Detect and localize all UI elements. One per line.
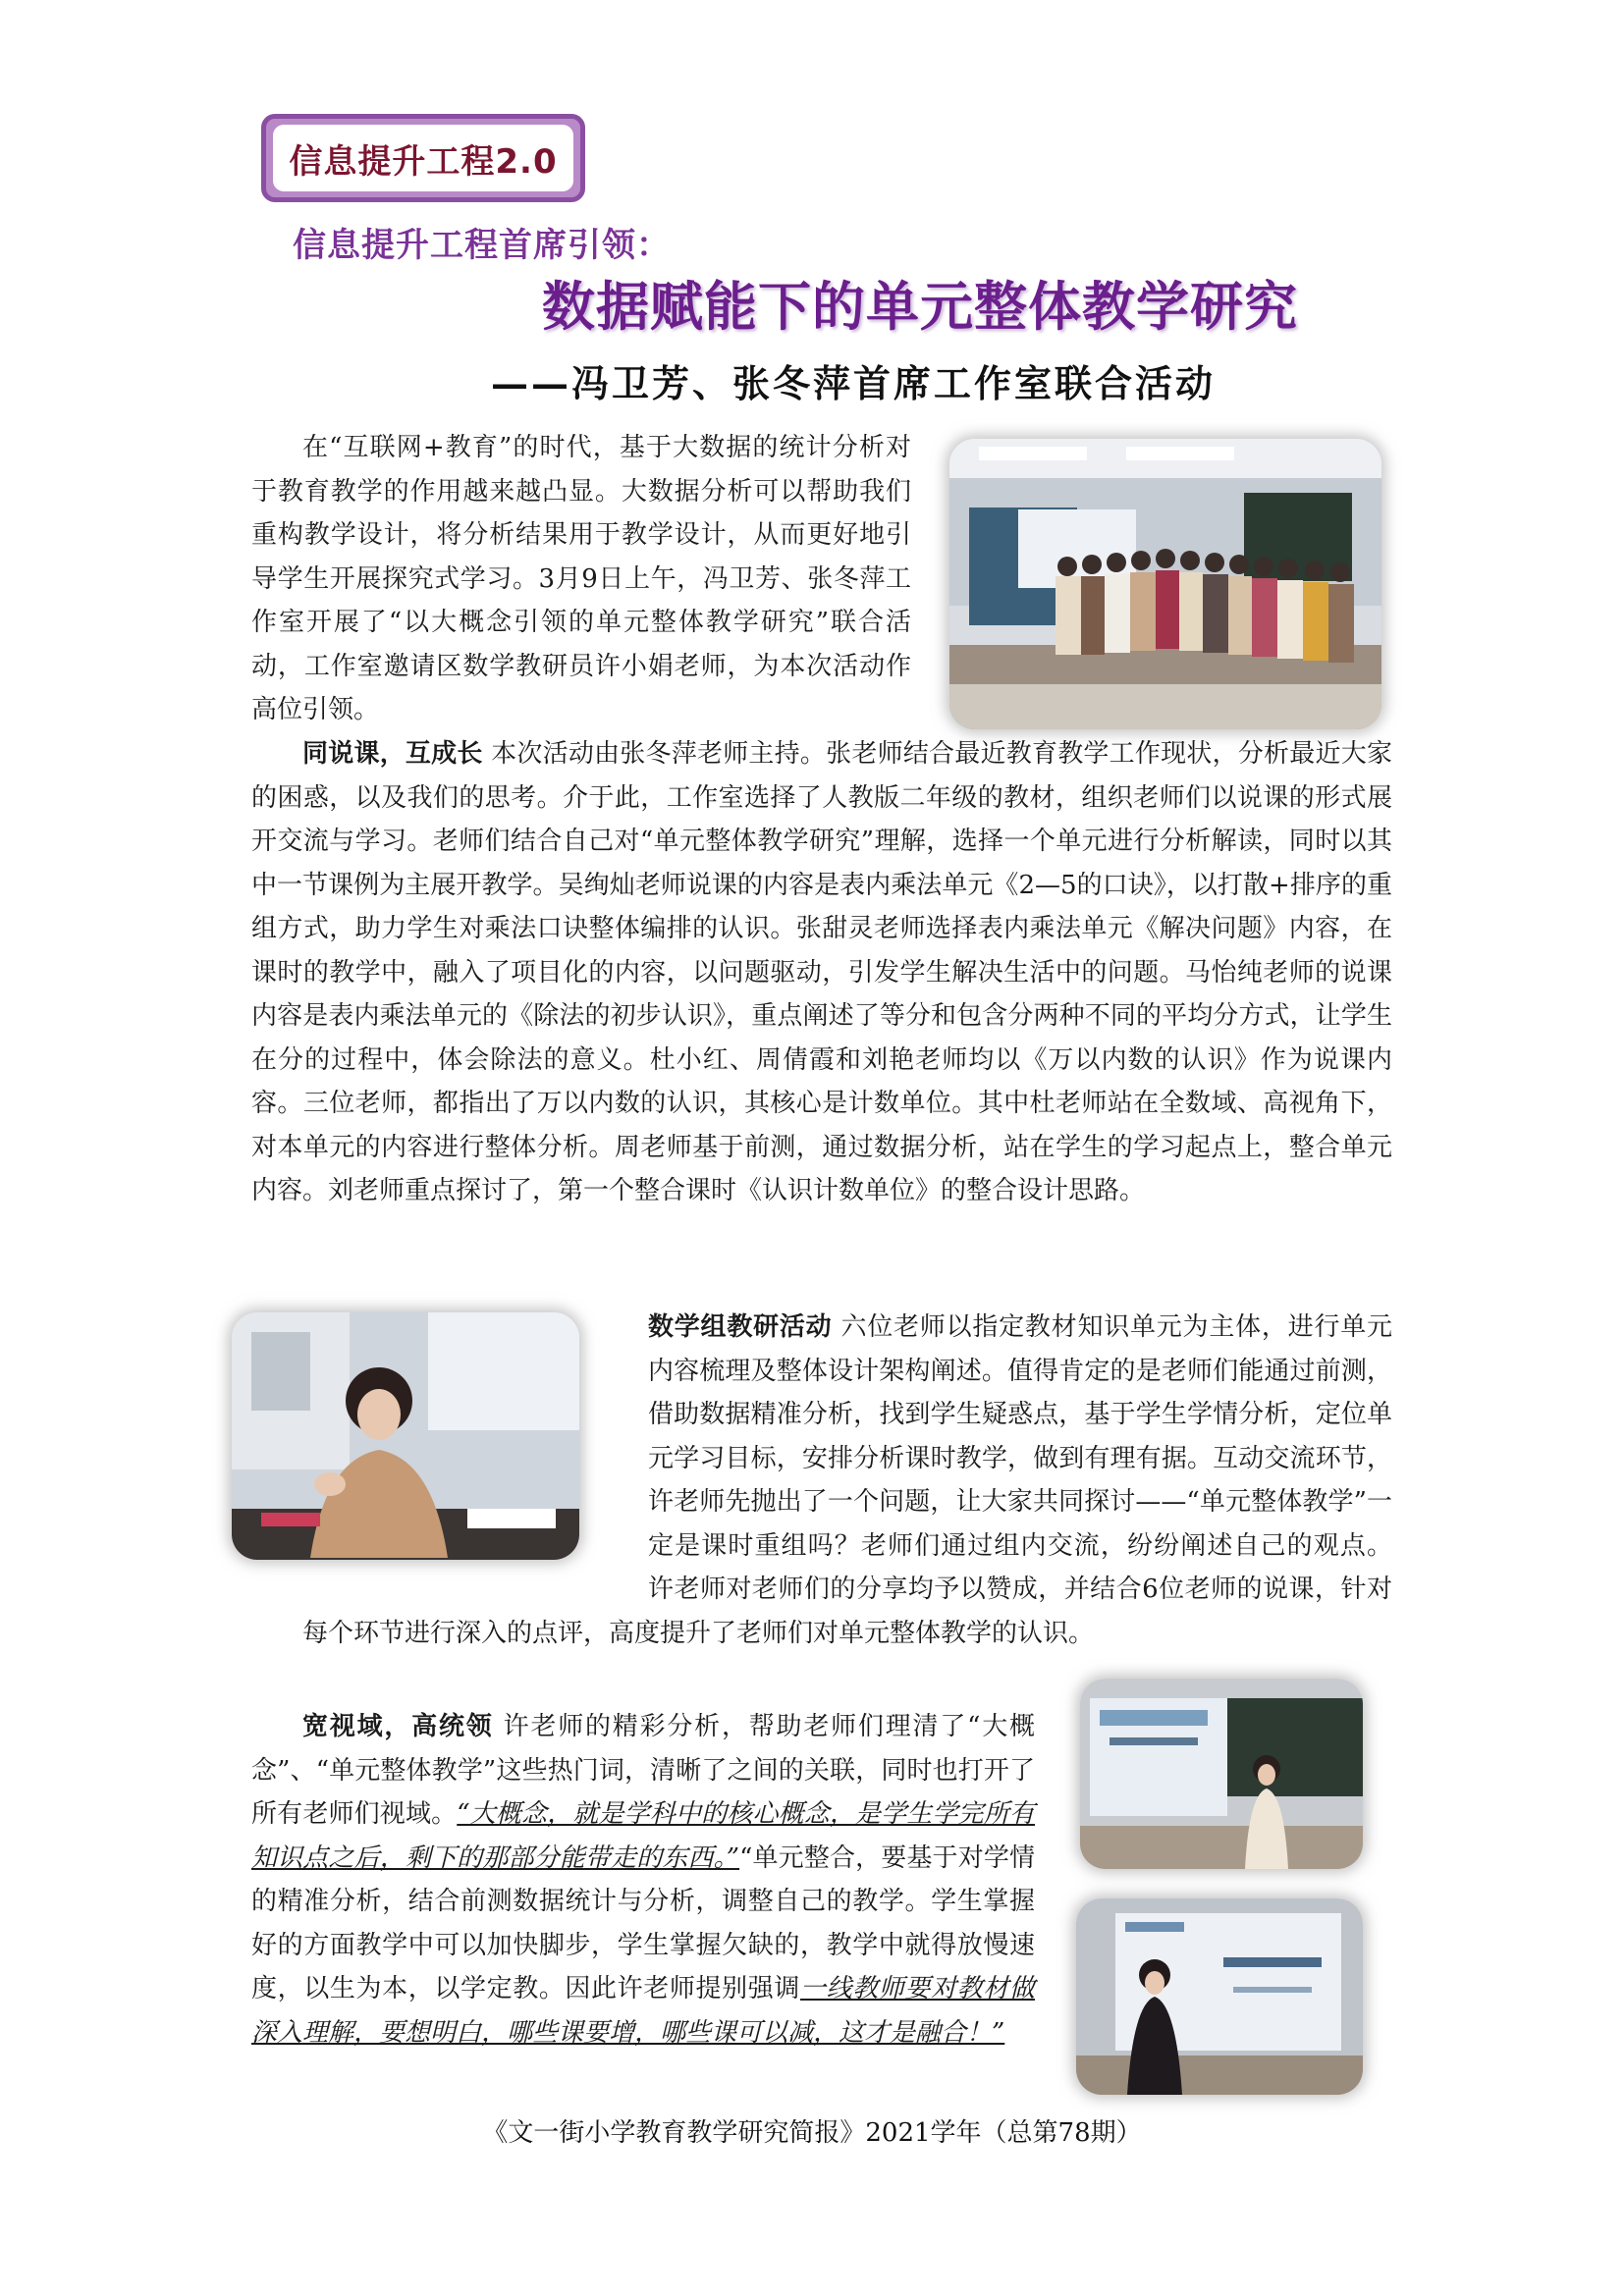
intro-paragraph: 在“互联网+教育”的时代，基于大数据的统计分析对于教育教学的作用越来越凸显。大数据分析可以帮助我们重构教学设计，将分析结果用于教学设计，从而更好地引导学生开展探究式学习。3月9日上午，冯卫芳、张冬萍工作室开展了“以大概念引领的单元整体教学研究”联合活动，工作室邀请区数学教研员许小娟老师，为本次活动作高位引领。 [251,433,911,724]
article-subtitle: ——冯卫芳、张冬萍首席工作室联合活动 [491,361,1217,405]
section-1-lead: 同说课，互成长 [302,739,483,769]
section-badge [261,114,585,202]
section-1-paragraph [251,732,1392,1213]
section-3-text-a: 许老师的精彩分析，帮助老师们理清了“大概念”、“单元整体教学”这些热门词，清晰了之间的关联，同时也打开了所有老师们视域。 [251,1712,1035,1829]
section-3-quote-b: 一线教师要对教材做深入理解，要想明白，哪些课要增，哪些课可以减，这才是融合！” [251,1974,1035,2048]
section-3-quote-a: “大概念，就是学科中的核心概念，是学生学完所有知识点之后，剩下的那部分能带走的东西。” [251,1799,1035,1873]
presenter-photo-1 [1080,1679,1363,1869]
article-kicker: 信息提升工程首席引领： [293,226,671,265]
article-title: 数据赋能下的单元整体教学研究 [542,276,1298,338]
section-3-paragraph [251,1705,1035,2055]
newsletter-footer: 《文一街小学教育教学研究简报》2021学年（总第78期） [482,2118,1142,2148]
group-photo [949,439,1381,729]
section-2-lead: 数学组教研活动 [648,1312,833,1342]
section-3-lead: 宽视域，高统领 [302,1712,494,1741]
presenter-photo-2 [1076,1898,1363,2095]
teacher-speaking-photo [232,1312,579,1560]
section-3-text-b: “单元整合，要基于对学情的精准分析，结合前测数据统计与分析，调整自己的教学。学生掌握好的方面教学中可以加快脚步，学生掌握欠缺的，教学中就得放慢速度，以生为本，以学定教。因此许老师提别强调 [251,1842,1036,2003]
section-1-text: 本次活动由张冬萍老师主持。张老师结合最近教育教学工作现状，分析最近大家的困惑，以及我们的思考。介于此，工作室选择了人教版二年级的教材，组织老师们以说课的形式展开交流与学习。老师们结合自己对“单元整体教学研究”理解，选择一个单元进行分析解读，同时以其中一节课例为主展开教学。吴绚灿老师说课的内容是表内乘法单元《2—5的口诀》，以打散+排序的重组方式，助力学生对乘法口诀整体编排的认识。张甜灵老师选择表内乘法单元《解决问题》内容，在课时的教学中，融入了项目化的内容，以问题驱动，引发学生解决生活中的问题。马怡纯老师的说课内容是表内乘法单元的《除法的初步认识》，重点阐述了等分和包含分两种不同的平均分方式，让学生在分的过程中，体会除法的意义。杜小红、周倩霞和刘艳老师均以《万以内数的认识》作为说课内容。三位老师，都指出了万以内数的认识，其核心是计数单位。其中杜老师站在全数域、高视角下，对本单元的内容进行整体分析。周老师基于前测，通过数据分析，站在学生的学习起点上，整合单元内容。刘老师重点探讨了，第一个整合课时《认识计数单位》的整合设计思路。 [251,739,1392,1205]
section-2-text: 六位老师以指定教材知识单元为主体，进行单元内容梳理及整体设计架构阐述。值得肯定的是老师们能通过前测，借助数据精准分析，找到学生疑惑点，基于学生学情分析，定位单元学习目标，安排分析课时教学，做到有理有据。互动交流环节，许老师先抛出了一个问题，让大家共同探讨——“单元整体教学”一定是课时重组吗？老师们通过组内交流，纷纷阐述自己的观点。 许老师对老师们的分享均予以赞成，并结合6位老师的说课，针对每个环节进行深入的点评，高度提升了老师们对单元整体教学的认识。 [302,1312,1392,1648]
section-badge-label: 信息提升工程2.0 [276,128,570,188]
